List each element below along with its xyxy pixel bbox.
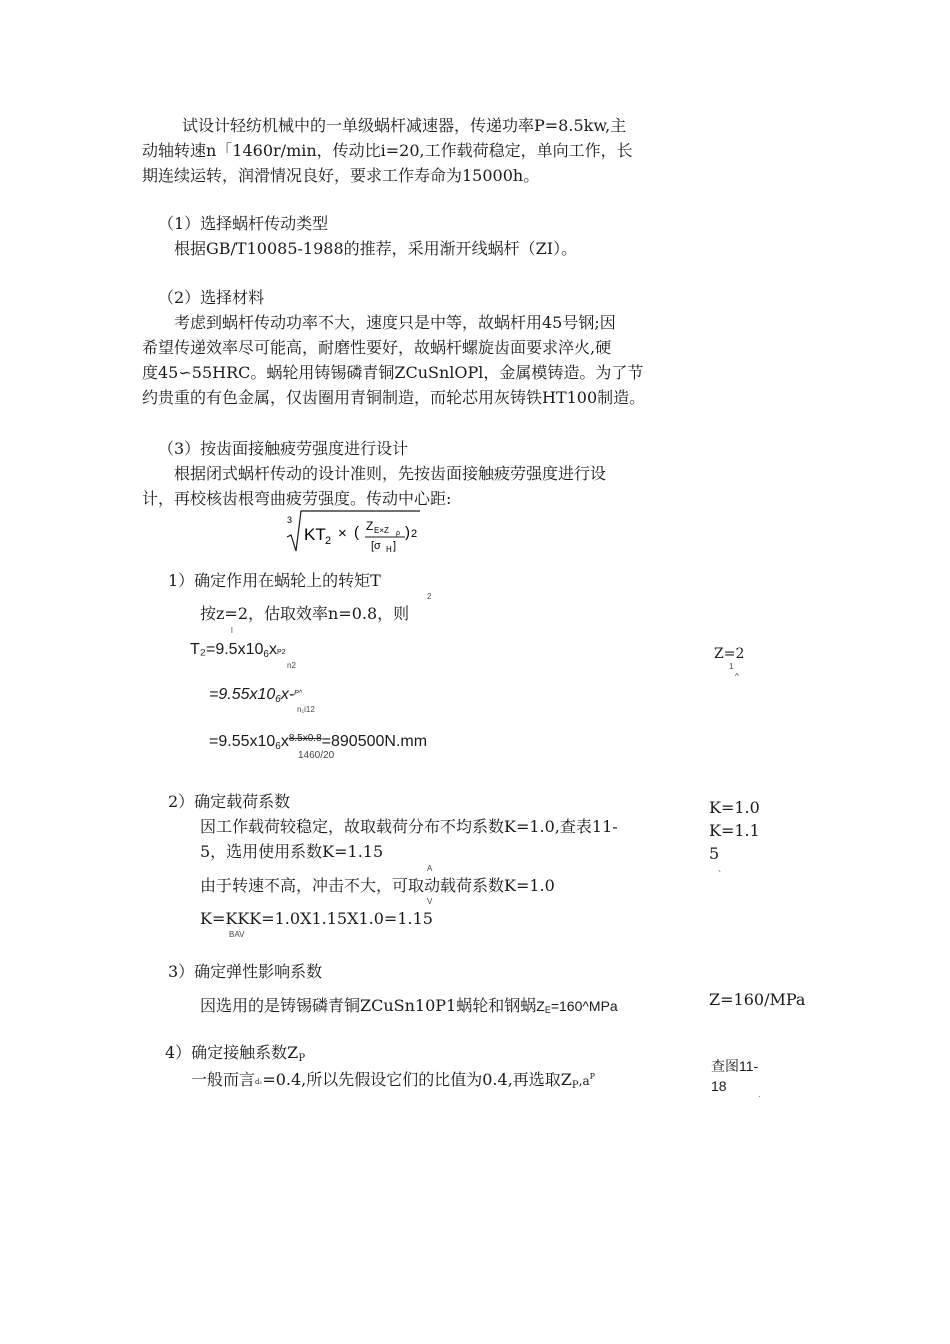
formula-root-index: 3 bbox=[287, 515, 293, 525]
intro-line-3: 期连续运转，润滑情况良好，要求工作寿命为15000h。 bbox=[142, 166, 540, 185]
side-note-k-mark: 、 bbox=[718, 864, 726, 873]
step-2-line-3: 由于转速不高，冲击不大，可取动载荷系数K=1.0 bbox=[200, 876, 555, 895]
section-3-heading: （3）按齿面接触疲劳强度进行设计 bbox=[158, 439, 409, 458]
torque-eq-1-mark: n2 bbox=[287, 661, 296, 670]
step-2-line-1: 因工作载荷较稳定，故取载荷分布不均系数K=1.0,查表11- bbox=[200, 817, 618, 836]
step-2-line-4-mark: BAV bbox=[229, 930, 245, 939]
torque-eq-2-mark: n₁i12 bbox=[297, 705, 315, 714]
formula-numerator-sub2: ρ bbox=[396, 530, 400, 537]
step-4-line-1: 一般而言d₁=0.4,所以先假设它们的比值为0.4,再选取$ZP,a^P$ bbox=[191, 1070, 595, 1091]
section-2-heading: （2）选择材料 bbox=[158, 288, 265, 307]
section-2-line-1: 考虑到蜗杆传动功率不大，速度只是中等，故蜗杆用45号钢;因 bbox=[174, 313, 616, 332]
side-note-z: Z=2 bbox=[714, 646, 745, 662]
side-note-z-mark-2: ^ bbox=[735, 672, 739, 681]
section-2-line-3: 度45∽55HRC。蜗轮用铸锡磷青铜ZCuSnlOPl，金属模铸造。为了节 bbox=[142, 363, 644, 382]
formula-kt-sub: 2 bbox=[325, 535, 332, 547]
step-1-line-1-mark: l bbox=[231, 626, 233, 635]
step-3-heading: 3）确定弹性影响系数 bbox=[168, 962, 323, 981]
step-1-line-1: 按z=2，估取效率n=0.8，则 bbox=[200, 604, 410, 623]
section-2-line-4: 约贵重的有色金属，仅齿圈用青铜制造，而轮芯用灰铸铁HT100制造。 bbox=[142, 388, 646, 407]
step-1-heading-mark: 2 bbox=[427, 592, 432, 601]
torque-eq-1: $T_2=9.5x10_6xP2$ bbox=[190, 641, 286, 660]
intro-line-1: 试设计轻纺机械中的一单级蜗杆减速器，传递功率P=8.5kw,主 bbox=[182, 116, 627, 135]
step-2-line-2: 5，选用使用系数K=1.15 bbox=[200, 842, 384, 861]
side-note-figure-1: 查图11- bbox=[711, 1058, 759, 1074]
step-4-heading: 4）确定接触系数ZP bbox=[165, 1043, 306, 1064]
step-2-heading: 2）确定载荷系数 bbox=[168, 792, 291, 811]
torque-eq-2: $=9.55x10_6x-^{P\^{}}$ bbox=[209, 686, 303, 705]
side-note-k-2: K=1.1 bbox=[709, 821, 760, 840]
torque-eq-3-denominator: 1460/20 bbox=[298, 750, 335, 761]
center-distance-formula bbox=[285, 507, 425, 557]
side-note-figure-2: 18 bbox=[711, 1078, 727, 1094]
step-2-line-3-mark-v: V bbox=[427, 897, 433, 906]
section-2-line-2: 希望传递效率尽可能高，耐磨性要好，故蜗杆螺旋齿面要求淬火,硬 bbox=[142, 338, 612, 357]
step-3-line-1: 因选用的是铸锡磷青铜ZCuSn10P1蜗轮和钢蜗ZE=160^MPa bbox=[200, 996, 618, 1015]
formula-power: 2 bbox=[411, 528, 418, 540]
side-note-k-1: K=1.0 bbox=[709, 798, 760, 817]
step-2-line-3-mark-a: A bbox=[427, 864, 433, 873]
formula-kt: KT bbox=[304, 525, 326, 544]
formula-denominator-close: ] bbox=[393, 540, 397, 552]
svg-text:): ) bbox=[405, 524, 410, 541]
side-note-k-3: 5 bbox=[709, 844, 720, 863]
step-2-line-4: K=KKK=1.0X1.15X1.0=1.15 bbox=[200, 909, 433, 928]
formula-numerator-sub: E×Z bbox=[374, 526, 389, 535]
torque-eq-3: $=9.55x10_6x^{8.5x0.8}=890500N.mm$ bbox=[209, 733, 428, 752]
step-1-heading: 1）确定作用在蜗轮上的转矩T bbox=[168, 571, 381, 590]
side-note-ze: Z=160/MPa bbox=[709, 990, 806, 1009]
svg-text:(: ( bbox=[354, 524, 359, 541]
section-1-heading: （1）选择蜗杆传动类型 bbox=[158, 214, 329, 233]
formula-numerator: Z bbox=[366, 519, 374, 533]
section-3-line-2: 计，再校核齿根弯曲疲劳强度。传动中心距: bbox=[142, 489, 452, 508]
section-1-text: 根据GB/T10085-1988的推荐，采用渐开线蜗杆（ZI）。 bbox=[174, 239, 578, 258]
side-note-z-mark: 1 bbox=[729, 662, 734, 671]
side-note-figure-mark: · bbox=[758, 1092, 761, 1101]
formula-times: × bbox=[338, 525, 347, 542]
formula-denominator: [σ bbox=[371, 540, 381, 552]
intro-line-2: 动轴转速n「1460r/min，传动比i=20,工作载荷稳定，单向工作，长 bbox=[142, 141, 633, 160]
section-3-line-1: 根据闭式蜗杆传动的设计准则，先按齿面接触疲劳强度进行设 bbox=[174, 464, 607, 483]
formula-denominator-sub: H bbox=[386, 545, 392, 554]
